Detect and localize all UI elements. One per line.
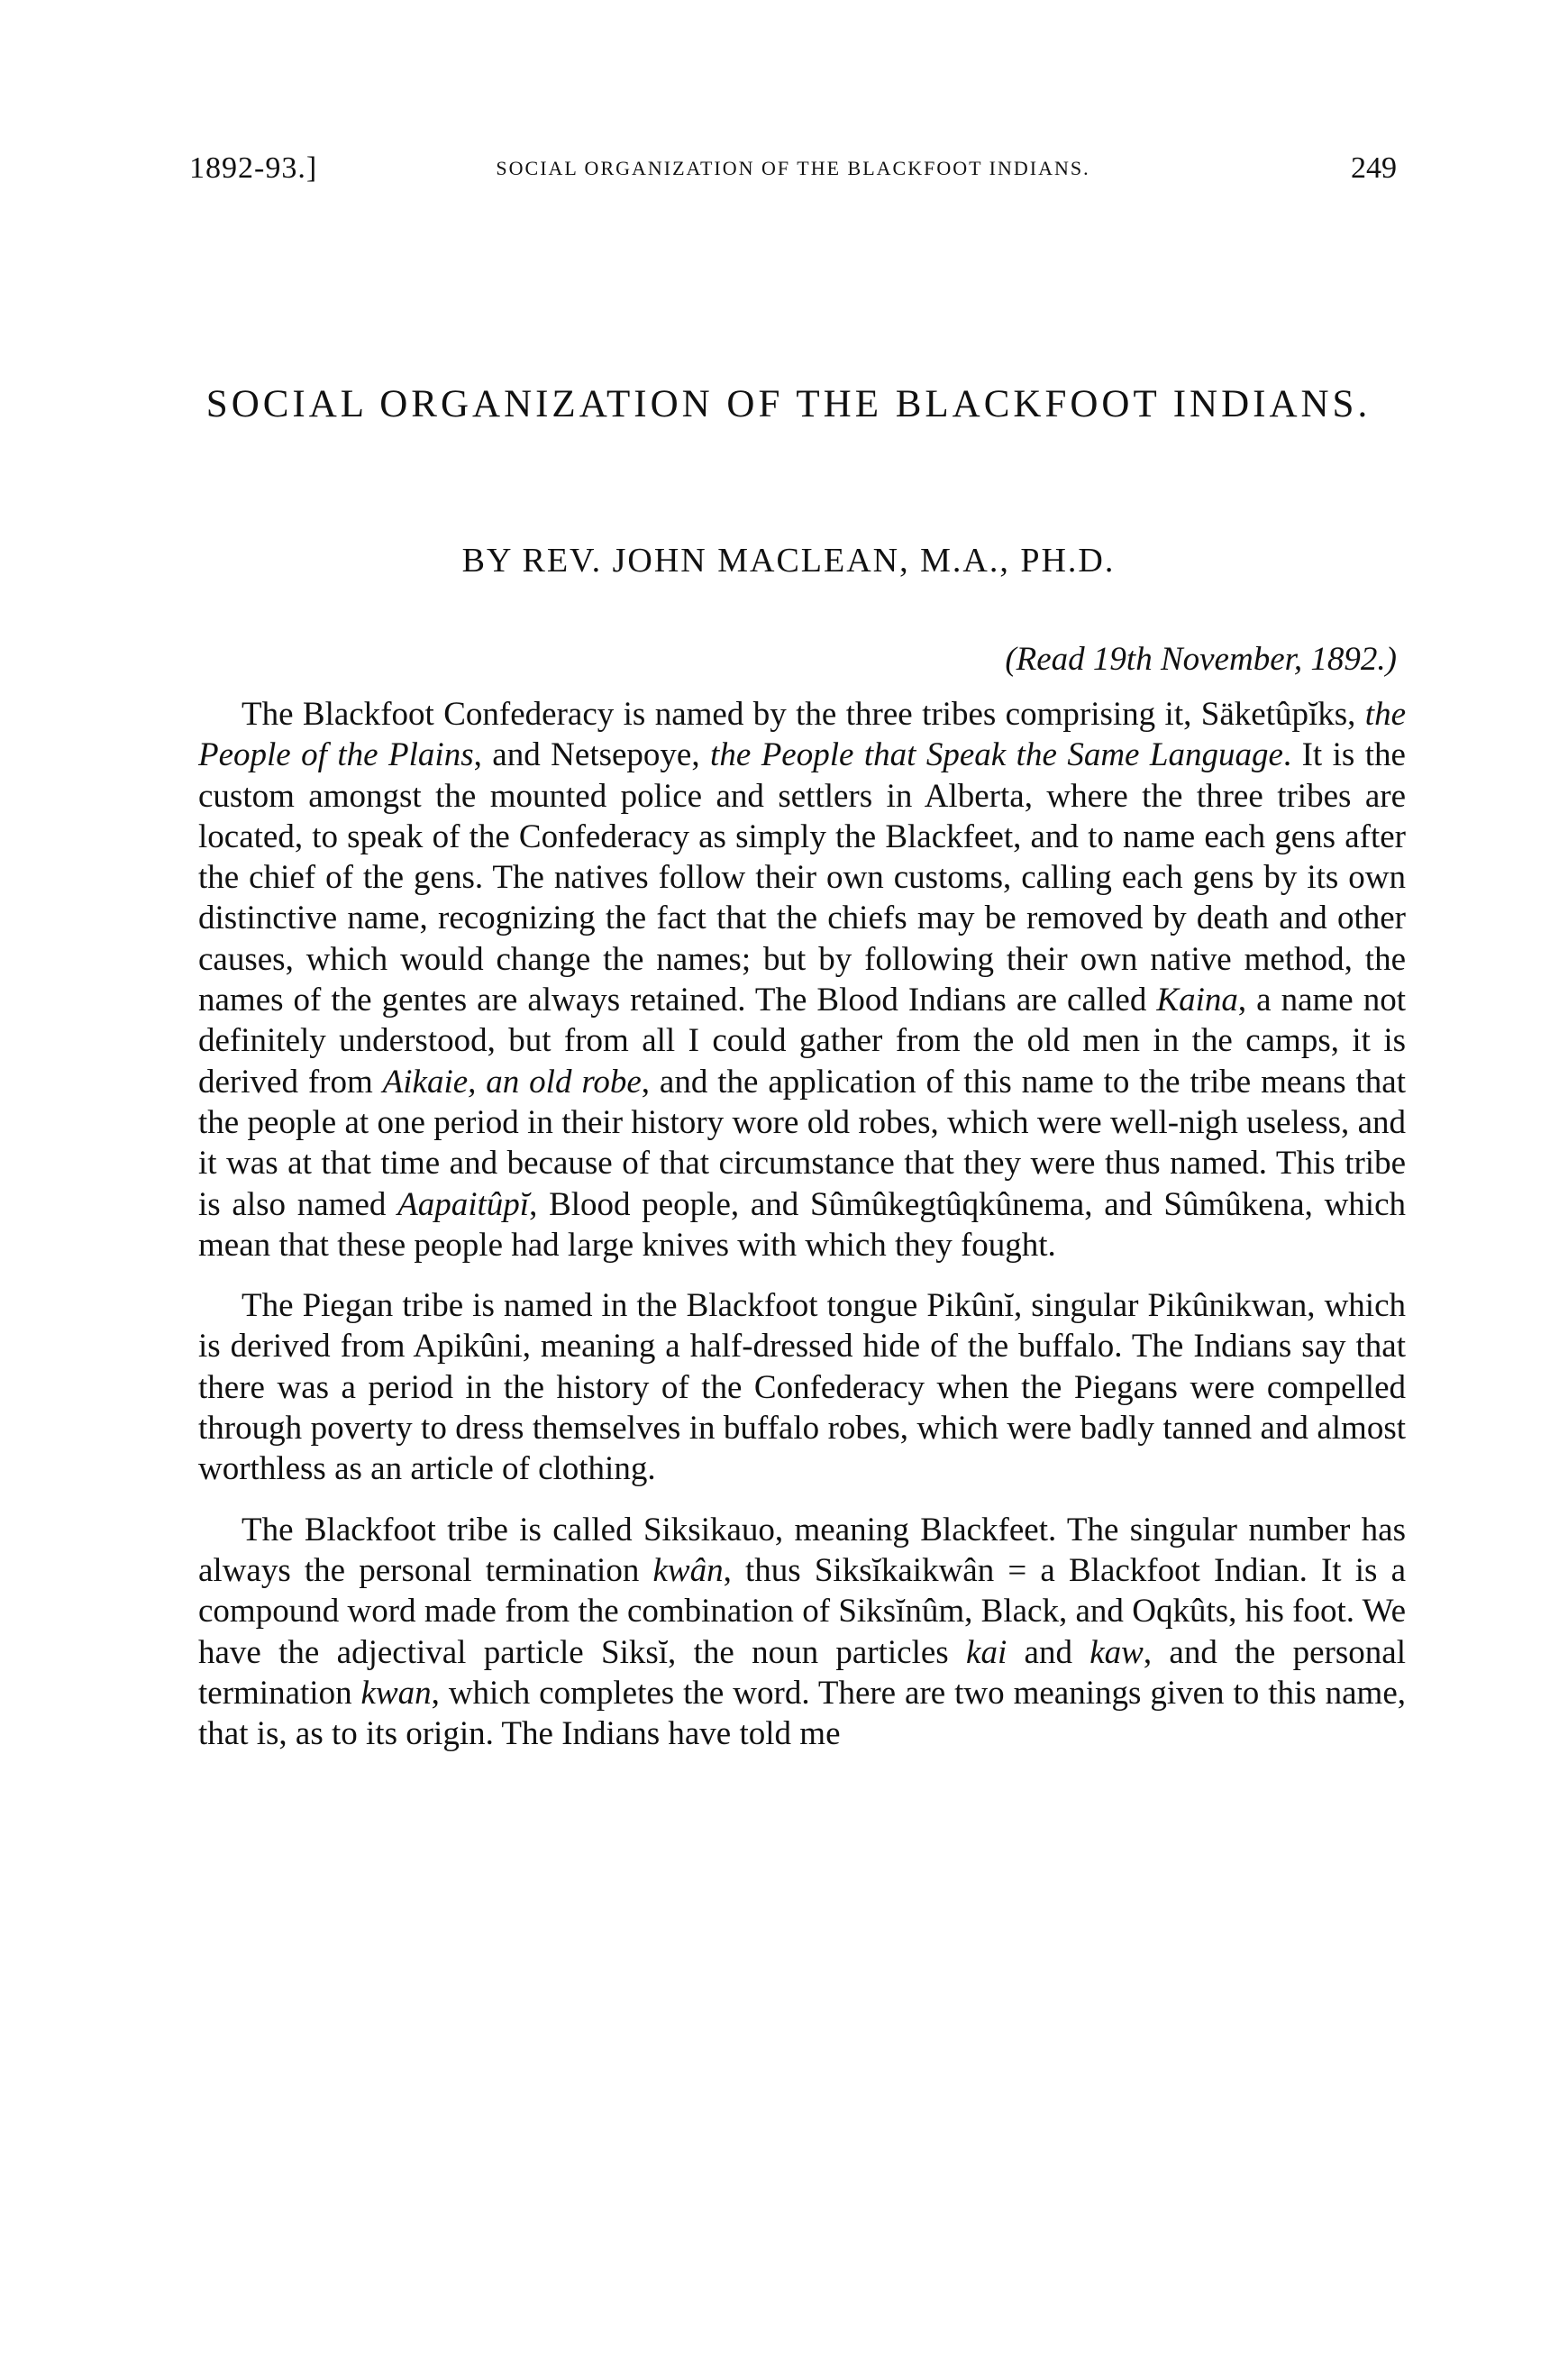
paragraph: The Piegan tribe is named in the Blackfoot tongue Pikûnĭ, singular Pikûnikwan, which is derived from Apikûni, meaning a half-dressed hide of the buffalo. The Indians say that there was a period in the history of the Confederacy when the Piegans were compelled through poverty to dress themselves in buffalo robes, which were badly tanned and almost worthless as an article of clothing. — [198, 1287, 1406, 1488]
page-number: 249 — [1351, 151, 1397, 185]
running-header — [189, 151, 1397, 196]
paragraph: The Blackfoot Confederacy is named by the three tribes comprising it, Säketûpĭks, the People of the Plains, and Netsepoye, the People that Speak the Same Language. It is the custom amongst the mounted police and settlers in Alberta, where the three tribes are located, to speak of the Confederacy as simply the Blackfeet, and to name each gens after the chief of the gens. The natives follow their own customs, calling each gens by its own distinctive name, recognizing the fact that the chiefs may be removed by death and other causes, which would change the names; but by following their own native method, the names of the gentes are always retained. The Blood Indians are called Kaina, a name not definitely understood, but from all I could gather from the old men in the camps, it is derived from Aikaie, an old robe, and the application of this name to the tribe means that the people at one period in their history wore old robes, which were well-nigh useless, and it was at that time and because of that circumstance that they were thus named. This tribe is also named Aapaitûpĭ, Blood people, and Sûmûkegtûqkûnema, and Sûmûkena, which mean that these people had large knives with which they fought. — [198, 696, 1407, 1264]
paragraph: The Blackfoot tribe is called Siksikauo, meaning Blackfeet. The singular number has always the personal termination kwân, thus Siksĭkaikwân = a Blackfoot Indian. It is a compound word made from the combination of Siksĭnûm, Black, and Oqkûts, his foot. We have the adjectival particle Siksĭ, the noun particles kai and kaw, and the personal termination kwan, which completes the word. There are two meanings given to this name, that is, as to its origin. The Indians have told me — [198, 1511, 1407, 1753]
header-title: SOCIAL ORGANIZATION OF THE BLACKFOOT INDIANS. — [496, 157, 1090, 179]
article-title: SOCIAL ORGANIZATION OF THE BLACKFOOT INDIANS. — [205, 383, 1372, 425]
header-year: 1892-93.] — [189, 151, 318, 185]
author-byline: BY REV. JOHN MACLEAN, M.A., PH.D. — [461, 542, 1116, 580]
read-date: (Read 19th November, 1892.) — [1005, 641, 1397, 678]
article-body — [198, 694, 1406, 1754]
